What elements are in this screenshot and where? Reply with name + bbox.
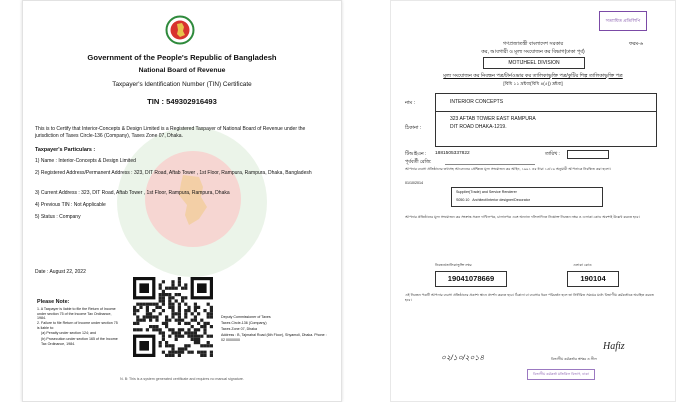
date-box: [567, 150, 609, 159]
header-form: ফরম-৬: [629, 41, 644, 47]
activity-code-number: S050.10: [456, 197, 470, 202]
current-address: 3) Current Address : 323, DIT Road, Aftab Tower , 1st Floor, Rampura, Rampura, Dhaka: [35, 190, 230, 196]
note-item: (a) Penalty under section 124; and: [41, 331, 96, 335]
prev-reg-line: [445, 164, 535, 165]
body-paragraph-2: আপনার প্রতিষ্ঠানের মূল্য সংযোজন কর সংক্রান্ত সকল দাখিলপত্র, চালানপত্র এবং অন্যান্য দলিলাদিতে নিম্নোক্ত নিবন্ধন নম্বর ও এলাকা কোড অবশ্যই উল্লেখ করতে হবে।: [405, 215, 640, 219]
government-emblem: [165, 15, 195, 45]
officer-title: বিভাগীয় কর্মকর্তার স্বাক্ষর ও সীল: [551, 357, 597, 361]
area-code-label: এলাকা কোড: [573, 263, 592, 267]
taxpayer-status: 5) Status : Company: [35, 214, 81, 220]
rule-reference: [বিধি ১১ দ্রষ্টব্য(বিধি ৪(৫)) দ্রষ্টব্য]: [503, 81, 563, 86]
activity-code-desc: Architect/Interior designer/Decorator: [472, 197, 530, 202]
previous-tin: 4) Previous TIN : Not Applicable: [35, 202, 106, 208]
tin-certificate: [22, 0, 342, 402]
officer-address: Address : B, Tajmahal Road (6th Floor), Shyamoli, Dhaka. Phone : 02 0000000: [221, 333, 327, 342]
tin-number: TIN : 549302916493: [147, 97, 217, 106]
particulars-title: Taxpayer's Particulars :: [35, 147, 96, 153]
note-item: 1. A Taxpayer is liable to file the Return of Income under section 75 of the Income Tax Ordinance, 1984.: [37, 307, 116, 321]
corner-stamp-text: সত্যায়িত প্রতিলিপি: [605, 18, 641, 23]
body-paragraph-1: আপনার ব্যবসা প্রতিষ্ঠানের তথ্যসহ আবেদনের প্রেক্ষিতে মূল্য সংযোজন কর আইন, ১৯৯১ এর ধারা ১৫/১৬ অনুযায়ী আপনাকে নিবন্ধিত করা হলো।: [405, 167, 611, 171]
emblem-seal-icon: [165, 15, 195, 45]
officer-title: Deputy Commissioner of Taxes: [221, 315, 271, 319]
footer-note: N. B: This is a system generated certificate and requires no manual signature.: [120, 377, 244, 381]
qr-code: [133, 277, 213, 357]
address-label: ঠিকানা :: [405, 125, 422, 131]
issue-date: Date : August 22, 2022: [35, 269, 86, 275]
board-name: National Board of Revenue: [138, 67, 226, 74]
note-item: 2. Failure to file Return of Income under section 75 is liable to:: [37, 321, 118, 330]
prev-reg-label: পূর্ববর্তী রেজি:: [405, 160, 432, 165]
effective-date: 01/10/2014: [405, 181, 423, 185]
taxpayer-name: 1) Name : Interior-Concepts & Design Limited: [35, 158, 136, 164]
name-value: INTERIOR CONCEPTS: [450, 99, 504, 105]
area-code-box: [567, 271, 619, 287]
qr-code-icon: [133, 277, 213, 357]
note-item: (b) Prosecution under section 165 of the Income Tax Ordinance, 1984.: [41, 337, 118, 346]
note-title: Please Note:: [37, 299, 70, 305]
name-box: [435, 93, 657, 113]
tin-label: টিআইএন :: [405, 152, 427, 157]
officer-stamp: [527, 369, 595, 380]
date-label: তারিখ :: [545, 152, 560, 157]
business-type-box: [451, 187, 603, 207]
gov-title: Government of the People's Republic of Bangladesh: [87, 53, 277, 62]
address-line-2: DIT ROAD DHAKA-1219.: [450, 124, 507, 130]
reg-number: 19041078669: [447, 274, 495, 283]
certificate-intro: This is to Certify that Interior-Concepts & Design Limited is a Registered Taxpayer of National Board of Revenue under the jurisdiction of Taxes Circle-136 (Company), Taxes Zone 07, Dhaka.: [35, 126, 306, 139]
reg-number-label: নিবন্ধন/তালিকাভুক্তি নম্বর: [435, 263, 472, 267]
header-gov: গণপ্রজাতন্ত্রী বাংলাদেশ সরকার: [502, 41, 564, 47]
registered-address: 2) Registered Address/Permanent Address : 323, DIT Road, Aftab Tower , 1st Floor, Rampura, Rampura, Dhaka, Bangladesh: [35, 170, 312, 176]
reg-number-box: [435, 271, 507, 287]
header-dept: কর, আবগারী ও মূল্য সংযোজন কর বিভাগ(ঢাকা পূর্ব): [481, 49, 585, 55]
tin-value: 1881505337822: [435, 151, 470, 156]
officer-signature: Hafiz: [603, 341, 625, 352]
division-box: [483, 57, 585, 69]
certificate-title: মূল্য সংযোজন কর নিবন্ধন পত্র/টার্নওভার কর তালিকাভুক্তি পত্র/কুটির শিল্প তালিকাভুক্তি পত্র: [443, 73, 623, 79]
officer-stamp-text: বিভাগীয় কর্মকর্তা মতিঝিল বিভাগ, ঢাকা: [533, 372, 589, 376]
officer-zone: Taxes Zone 07, Dhaka: [221, 327, 257, 331]
division-name: MOTIJHEEL DIVISION: [508, 60, 560, 66]
address-line-1: 323 AFTAB TOWER EAST RAMPURA: [450, 116, 536, 122]
area-code: 190104: [580, 274, 606, 283]
vat-registration-certificate: [390, 0, 676, 402]
business-type: Supplier(Trade) and Service Renderer: [456, 190, 517, 194]
handwritten-date: ০২/১০/২০১৪: [441, 353, 485, 362]
certificate-title: Taxpayer's Identification Number (TIN) Certificate: [112, 81, 252, 88]
officer-circle: Taxes Circle-136 (Company): [221, 321, 267, 325]
activity-code: [452, 197, 602, 204]
name-label: নাম :: [405, 100, 415, 106]
body-paragraph-3: এই নিবন্ধন পত্রটি আপনার ব্যবসা প্রতিষ্ঠানের প্রকাশ্য স্থানে প্রদর্শন করতে হবে। ঠিকানা বা ব্যবসার ধরন পরিবর্তন হলে তা নির্ধারিত সময়ের মধ্যে বিভাগীয় কর্মকর্তাকে অবহিত করতে হবে।: [405, 293, 654, 302]
corner-stamp: [599, 11, 647, 31]
address-box: [435, 111, 657, 147]
